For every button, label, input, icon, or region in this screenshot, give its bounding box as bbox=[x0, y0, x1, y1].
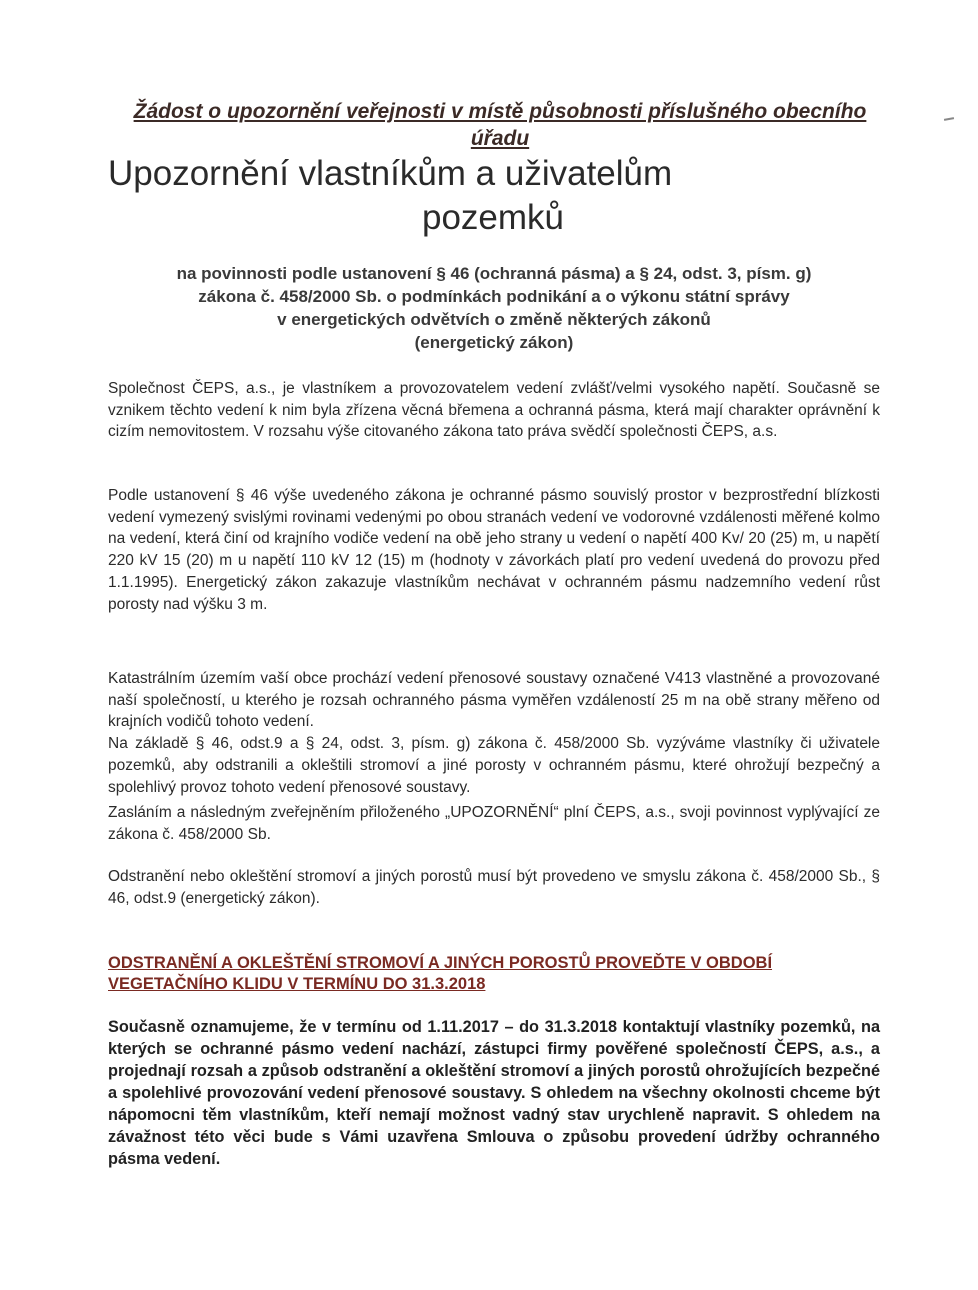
law-reference bbox=[108, 262, 880, 354]
main-title-line1: Upozornění vlastníkům a uživatelům bbox=[108, 154, 673, 193]
law-reference-line3: v energetických odvětvích o změně některých zákonů bbox=[277, 310, 711, 329]
paragraph-removal: Odstranění nebo okleštění stromoví a jiných porostů musí být provedeno ve smyslu zákona č. 458/2000 Sb., § 46, odst.9 (energetický zákon). bbox=[108, 868, 880, 907]
main-title-line2: pozemků bbox=[421, 198, 565, 237]
law-reference-line1: na povinnosti podle ustanovení § 46 (ochranná pásma) a § 24, odst. 3, písm. g) bbox=[176, 264, 812, 283]
scan-artifact bbox=[944, 117, 954, 121]
paragraph-call-to-owners: Na základě § 46, odst.9 a § 24, odst. 3, písm. g) zákona č. 458/2000 Sb. vyzýváme vlastníky či uživatele pozemků, aby odstranili a okleštili stromoví a jiné porosty v ochranném pásmu, které ohrožují bezpečný a spolehlivý provoz tohoto vedení přenosové soustavy. bbox=[108, 735, 880, 796]
paragraph-cadastral-text: Katastrálním územím vaší obce prochází vedení přenosové soustavy označené V413 vlastněné a provozované naší společností, u kterého je rozsah ochranného pásma vyměřen vzdáleností 25 m na obě strany měřeno od krajních vodičů tohoto vedení. bbox=[108, 670, 880, 731]
paragraph-cadastral bbox=[108, 668, 880, 798]
law-reference-line4: (energetický zákon) bbox=[414, 333, 574, 352]
main-title bbox=[108, 152, 878, 240]
paragraph-protection-zone: Podle ustanovení § 46 výše uvedeného zákona je ochranné pásmo souvislý prostor v bezprostřední blízkosti vedení vymezený svislými rovinami vedenými po obou stranách vedení ve vodorovné vzdálenosti měřené kolmo na vedení, která činí od krajního vodiče vedení na obě jeho strany u vedení o napětí 400 Kv/ 20 (25) m, u napětí 220 kV 15 (20) m u napětí 110 kV 12 (15) m (hodnoty v závorkách platí pro vedení uvedená do provozu před 1.1.1995). Energetický zákon zakazuje vlastníkům nechávat v ochranném pásmu nadzemního vedení růst porosty nad výšku 3 m. bbox=[108, 487, 880, 613]
deadline-heading: ODSTRANĚNÍ A OKLEŠTĚNÍ STROMOVÍ A JINÝCH POROSTŮ PROVEĎTE V OBDOBÍ VEGETAČNÍHO KLIDU V TERMÍNU DO 31.3.2018 bbox=[108, 954, 773, 993]
law-reference-line2: zákona č. 458/2000 Sb. o podmínkách podnikání a o výkonu státní správy bbox=[198, 287, 790, 306]
paragraph-owner: Společnost ČEPS, a.s., je vlastníkem a provozovatelem vedení zvlášť/velmi vysokého napětí. Současně se vznikem těchto vedení k nim byla zřízena věcná břemena a ochranná pásma, která mají charakter oprávnění k cizím nemovitostem. V rozsahu výše citovaného zákona tato práva svědčí společnosti ČEPS, a.s. bbox=[108, 380, 880, 441]
paragraph-contact: Současně oznamujeme, že v termínu od 1.11.2017 – do 31.3.2018 kontaktují vlastníky pozemků, na kterých se ochranné pásmo vedení nachází, zástupci firmy pověřené společností ČEPS, a.s., a projednají rozsah a způsob odstranění a okleštění stromoví a jiných porostů ohrožujících bezpečné a spolehlivé provozování vedení přenosové soustavy. S ohledem na všechny okolnosti chceme být nápomocni těm vlastníkům, kteří nemají možnost vadný stav urychleně napravit. S ohledem na závažnost této věci bude s Vámi uzavřena Smlouva o způsobu provedení údržby ochranného pásma vedení. bbox=[108, 1018, 880, 1168]
request-title: Žádost o upozornění veřejnosti v místě působnosti příslušného obecního úřadu bbox=[133, 100, 867, 150]
paragraph-notice: Zasláním a následným zveřejněním přiloženého „UPOZORNĚNÍ“ plní ČEPS, a.s., svoji povinnost vyplývající ze zákona č. 458/2000 Sb. bbox=[108, 804, 880, 843]
